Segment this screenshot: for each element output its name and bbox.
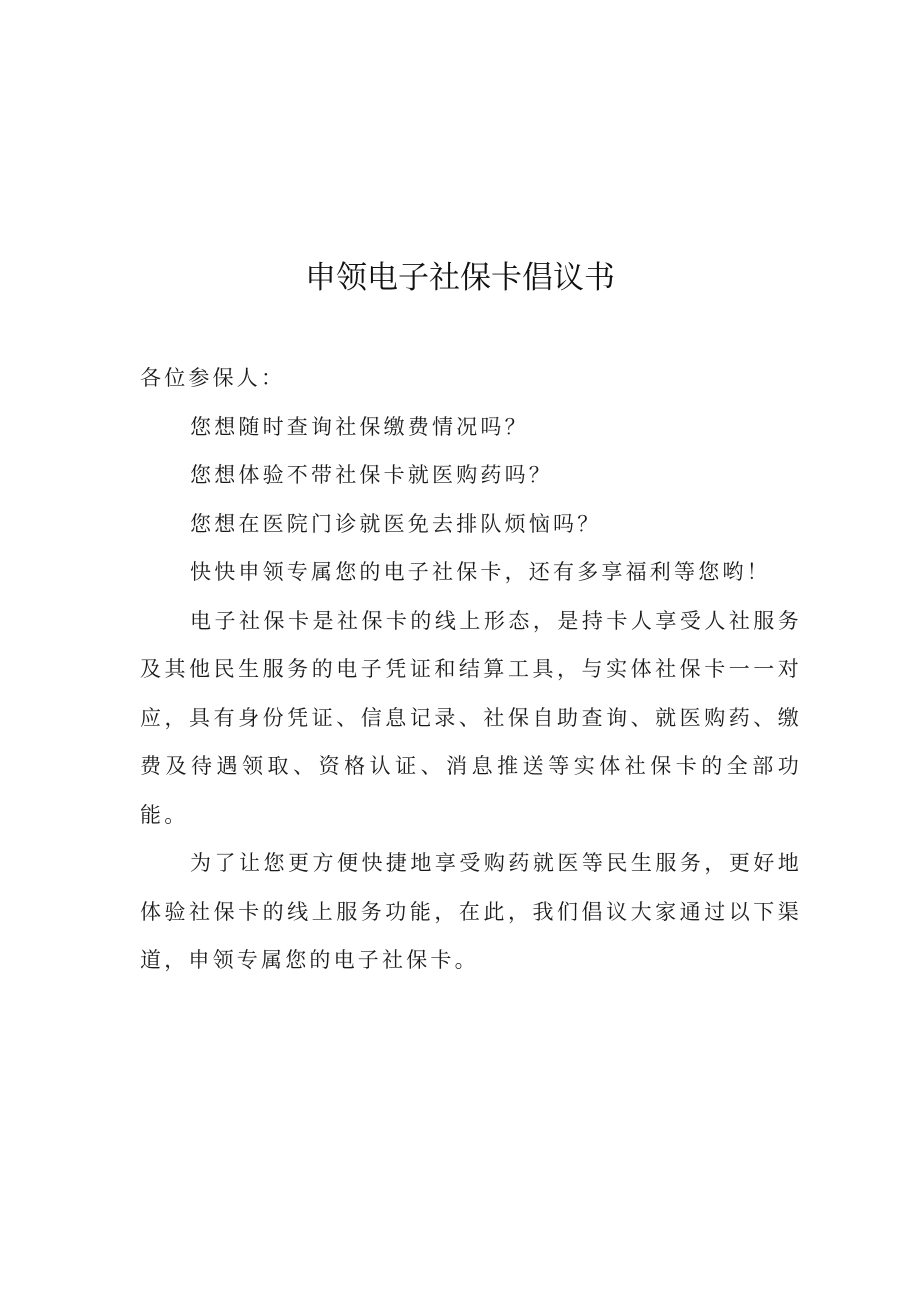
paragraph-appeal: 为了让您更方便快捷地享受购药就医等民生服务，更好地体验社保卡的线上服务功能，在此，我们倡议大家通过以下渠道，申领专属您的电子社保卡。: [140, 851, 802, 972]
salutation: 各位参保人：: [140, 366, 286, 390]
question-2: 您想体验不带社保卡就医购药吗？: [190, 463, 553, 487]
document-body: [140, 354, 802, 985]
document-title: 申领电子社保卡倡议书: [305, 260, 615, 296]
call-to-action: 快快申领专属您的电子社保卡，还有多享福利等您哟！: [190, 560, 771, 584]
question-3: 您想在医院门诊就医免去排队烦恼吗？: [190, 511, 602, 536]
paragraph-intro: 电子社保卡是社保卡的线上形态，是持卡人享受人社服务及其他民生服务的电子凭证和结算工具，与实体社保卡一一对应，具有身份凭证、信息记录、社保自助查询、就医购药、缴费及待遇领取、资格认证、消息推送等实体社保卡的全部功能。: [140, 608, 802, 827]
question-1: 您想随时查询社保缴费情况吗？: [190, 414, 529, 439]
